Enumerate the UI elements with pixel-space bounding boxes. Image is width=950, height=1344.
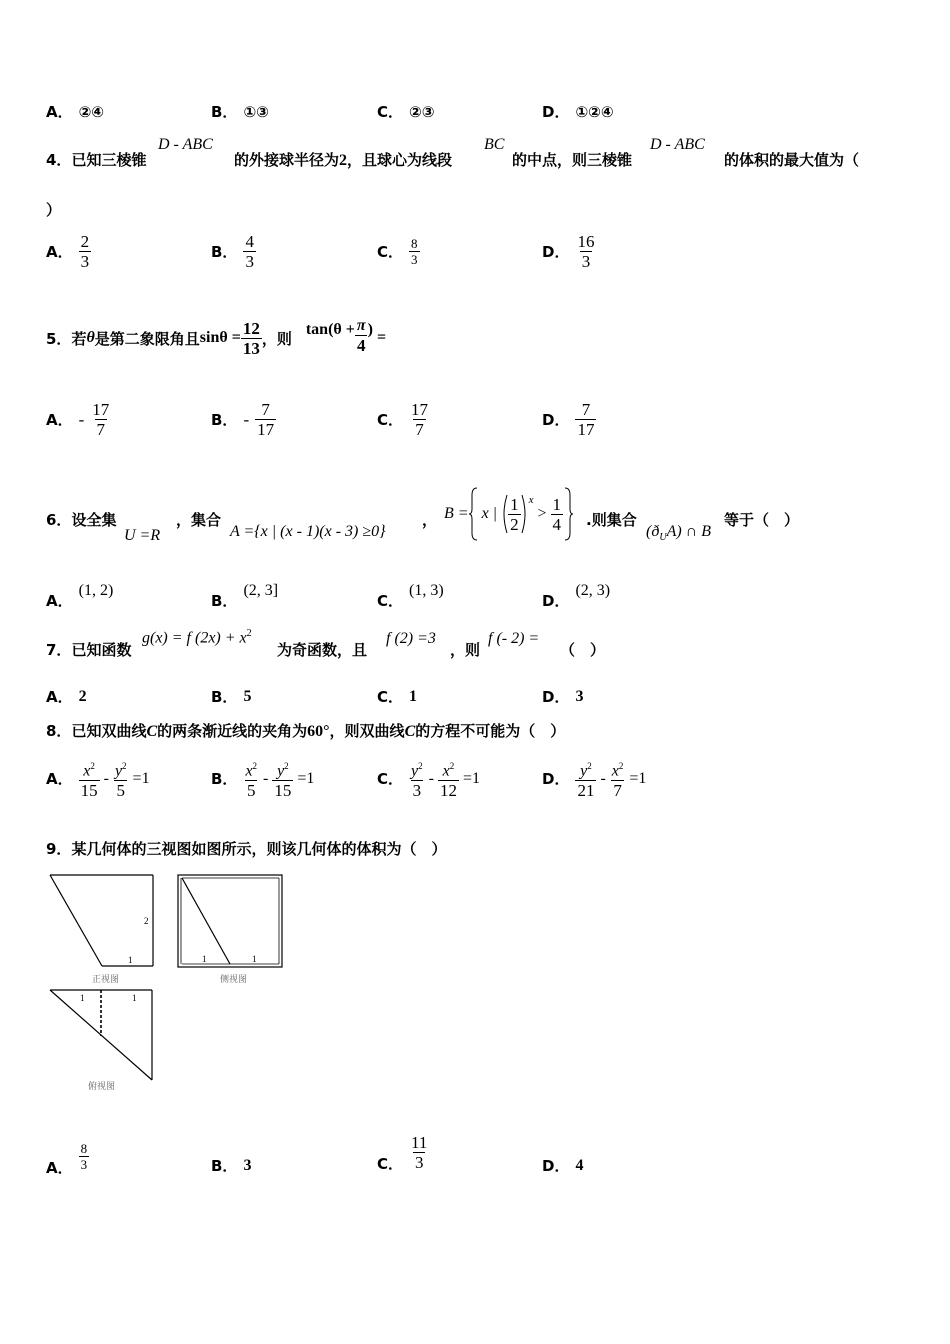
stem-text: 若 — [71, 329, 87, 348]
q6-option-d — [542, 570, 610, 611]
q6-stem-text: 等于（ ） — [724, 511, 800, 529]
theta-symbol: θ — [86, 329, 95, 346]
q4-stem-text — [234, 149, 452, 170]
option-value: 5 — [243, 687, 252, 705]
fraction: $\frac{2}{3}$ — [80, 232, 90, 271]
q4-math-tetrahedron: D - ABC — [650, 136, 705, 153]
q7-function-g: g(x) = f $(2x) + x^2$ — [142, 628, 252, 647]
question-number: 9． — [46, 840, 72, 858]
q7-stem-text: （ ） — [560, 641, 606, 659]
equals-one: =1 — [297, 769, 315, 787]
option-label: C． — [377, 770, 404, 789]
option-label: C． — [377, 103, 404, 121]
question-number: 8． — [46, 722, 72, 740]
quarter-fraction: $\frac{1}{4}$ — [552, 494, 561, 534]
q6-expression: $(ð_UA)$ ∩ B — [646, 523, 711, 544]
q6-stem-text: .则集合 — [586, 511, 637, 529]
front-view — [50, 875, 153, 984]
option-label: B． — [211, 1157, 238, 1175]
q7-f-neg2: f (- 2) = — [488, 630, 540, 647]
q7-option-d — [542, 686, 583, 707]
option-value: 1 — [409, 687, 418, 705]
q9-option-a — [46, 1135, 89, 1178]
dimension-label: 2 — [144, 916, 149, 926]
question-number: 4． — [46, 151, 72, 169]
side-view — [178, 875, 282, 984]
q3-option-d — [542, 101, 614, 122]
stem-text: 的方程不可能为（ ） — [415, 722, 566, 740]
fraction: $\frac{11}{3}$ — [411, 1133, 428, 1172]
fraction: $\frac{4}{3}$ — [245, 232, 254, 271]
right-brace-icon — [563, 487, 573, 541]
fraction: $\frac{y^2}{3}$ — [411, 761, 423, 801]
option-value: (1, 3) — [409, 581, 444, 599]
option-label: D． — [542, 592, 570, 610]
q9-stem — [46, 838, 446, 859]
fraction: $\frac{17}{7}$ — [92, 400, 110, 439]
q4-math-tetrahedron: D - ABC — [158, 136, 213, 153]
q8-option-b — [211, 757, 314, 800]
option-value: 4 — [575, 1156, 584, 1174]
option-value: (2, 3) — [575, 581, 611, 599]
option-label: B． — [211, 243, 238, 261]
fraction: $\frac{16}{3}$ — [577, 232, 595, 271]
option-value: 3 — [243, 1156, 252, 1174]
option-value: (2, 3] — [243, 581, 279, 599]
q5-option-c — [377, 400, 430, 439]
option-label: D． — [542, 411, 570, 429]
exponent: x — [528, 494, 534, 506]
fraction: $\frac{8}{3}$ — [80, 1141, 88, 1172]
option-label: D． — [542, 770, 570, 789]
q6-option-b — [211, 570, 278, 611]
option-value: (1, 2) — [78, 581, 114, 599]
fraction: $\frac{x^2}{15}$ — [80, 761, 98, 801]
minus-sign: - — [243, 409, 250, 429]
q5-option-b — [211, 400, 276, 439]
option-label: C． — [377, 1155, 404, 1173]
question-number: 7． — [46, 641, 72, 659]
q3-option-b — [211, 101, 269, 122]
side-view-caption: 侧视图 — [220, 974, 248, 984]
question-number: 6． — [46, 511, 72, 529]
option-label: A． — [46, 411, 73, 429]
option-label: A． — [46, 103, 73, 121]
q9-option-c — [377, 1131, 429, 1174]
q4-stem-close: ） — [46, 201, 62, 219]
fraction: $\frac{x^2}{5}$ — [245, 761, 258, 801]
option-value: ②④ — [78, 102, 105, 121]
q7-option-c — [377, 686, 417, 707]
option-value: 3 — [575, 687, 584, 705]
q5-stem — [46, 315, 386, 361]
set-b-variable: x | — [481, 505, 498, 522]
left-brace-icon — [469, 487, 479, 541]
option-label: B． — [211, 411, 238, 429]
option-label: C． — [377, 243, 404, 261]
dimension-label: 1 — [80, 993, 85, 1003]
sine-expression: sinθ = — [199, 329, 241, 346]
option-label: D． — [542, 688, 570, 706]
q6-set-b — [444, 486, 573, 542]
curve-symbol: C — [404, 723, 416, 740]
q4-number-and-text — [46, 149, 146, 170]
option-value: 2 — [78, 687, 87, 705]
q5-option-d — [542, 400, 596, 439]
dimension-label: 1 — [252, 954, 257, 964]
q7-number-and-text — [46, 639, 131, 660]
fraction: $\frac{8}{3}$ — [411, 236, 418, 267]
q8-option-c — [377, 757, 480, 800]
option-value: ①③ — [243, 102, 269, 121]
curve-symbol: C — [146, 723, 158, 740]
option-label: A． — [46, 592, 73, 610]
right-paren-icon — [521, 494, 529, 534]
equals-one: =1 — [462, 769, 480, 787]
option-label: B． — [211, 770, 238, 789]
fraction: $\frac{y^2}{21}$ — [577, 761, 595, 801]
top-view — [50, 990, 152, 1091]
fraction: $\frac{x^2}{7}$ — [611, 761, 624, 801]
q5-option-a — [46, 400, 111, 439]
sine-value-fraction: $\frac{12}{13}$ — [242, 318, 260, 358]
stem-text: 设全集 — [71, 511, 117, 529]
stem-text: ，且球心为线段 — [347, 151, 453, 169]
option-label: D． — [542, 103, 570, 121]
q4-stem-text: 的中点，则三棱锥 — [512, 151, 633, 169]
stem-text: 某几何体的三视图如图所示，则该几何体的体积为（ ） — [71, 840, 447, 858]
option-label: B． — [211, 688, 238, 706]
q6-stem-text: ， — [422, 511, 438, 529]
radius-value: 2 — [339, 152, 348, 169]
q4-option-a — [46, 232, 91, 271]
close-paren: ) — [367, 321, 373, 338]
fraction: $\frac{17}{7}$ — [411, 400, 429, 439]
q3-option-c — [377, 101, 434, 122]
front-view-caption: 正视图 — [92, 974, 120, 984]
q7-option-a — [46, 686, 87, 707]
option-label: B． — [211, 103, 238, 121]
equals-one: =1 — [629, 769, 647, 787]
q6-stem-text: ，集合 — [176, 511, 222, 529]
q6-universal-set: U =R — [124, 527, 161, 544]
top-view-caption: 俯视图 — [88, 1081, 116, 1091]
option-label: A． — [46, 1159, 73, 1177]
left-paren-icon — [500, 494, 508, 534]
q7-stem-text: 为奇函数，且 — [277, 641, 368, 659]
pi-over-four-fraction: $\frac{\pi}{4}$ — [356, 316, 366, 355]
half-fraction: $\frac{1}{2}$ — [510, 494, 519, 534]
q4-math-segment: BC — [484, 136, 505, 153]
stem-text: ，则 — [261, 329, 292, 348]
greater-than: > — [537, 505, 547, 522]
option-label: A． — [46, 770, 73, 789]
stem-text: 的两条渐近线的夹角为 — [157, 722, 308, 740]
q7-f2-value: f (2) =3 — [386, 630, 436, 647]
option-value: ②③ — [409, 102, 435, 121]
q6-option-c — [377, 570, 444, 611]
fraction: $\frac{7}{17}$ — [577, 400, 595, 439]
q8-stem — [46, 720, 565, 741]
dimension-label: 1 — [132, 993, 137, 1003]
three-views-figure — [40, 866, 300, 1098]
minus-sign: - — [600, 769, 606, 787]
q9-option-b — [211, 1155, 251, 1176]
q8-option-d — [542, 757, 646, 800]
option-label: D． — [542, 1157, 570, 1175]
q6-set-a: A ={x | (x - 1)(x - 3) ≥0} — [230, 523, 386, 540]
option-label: C． — [377, 592, 404, 610]
fraction: $\frac{y^2}{15}$ — [274, 761, 292, 801]
stem-text: 已知双曲线 — [71, 722, 147, 740]
dimension-label: 1 — [128, 955, 133, 965]
q7-option-b — [211, 686, 251, 707]
minus-sign: - — [263, 769, 269, 787]
minus-sign: - — [78, 409, 85, 429]
fraction: $\frac{y^2}{5}$ — [114, 761, 127, 801]
angle-value: 60° — [307, 723, 330, 740]
equals-sign: = — [376, 329, 387, 346]
q6-option-a — [46, 570, 113, 611]
fraction: $\frac{7}{17}$ — [257, 400, 275, 439]
minus-sign: - — [428, 769, 434, 787]
stem-text: 已知函数 — [71, 641, 132, 659]
stem-text: 已知三棱锥 — [71, 151, 147, 169]
stem-text: ，则双曲线 — [329, 722, 405, 740]
option-label: B． — [211, 592, 238, 610]
stem-text: 是第二象限角且 — [94, 329, 200, 348]
option-value: ①②④ — [575, 102, 614, 121]
question-number: 5． — [46, 329, 72, 348]
q8-option-a — [46, 757, 150, 800]
q7-stem-text: ，则 — [450, 641, 481, 659]
stem-text: 的外接球半径为 — [234, 151, 340, 169]
q4-option-d — [542, 232, 596, 271]
fraction: $\frac{x^2}{12}$ — [439, 761, 457, 801]
q6-number-and-text — [46, 509, 116, 530]
q4-option-c — [377, 236, 420, 267]
equals-one: =1 — [132, 769, 150, 787]
set-b-label: B = — [444, 505, 469, 522]
option-label: A． — [46, 688, 73, 706]
option-label: D． — [542, 243, 570, 261]
option-label: A． — [46, 243, 73, 261]
option-label: C． — [377, 688, 404, 706]
dimension-label: 1 — [202, 954, 207, 964]
tangent-expression: tan(θ + — [305, 321, 355, 338]
option-label: C． — [377, 411, 404, 429]
q4-option-b — [211, 232, 256, 271]
q9-option-d — [542, 1155, 583, 1176]
q4-stem-text: 的体积的最大值为（ — [724, 151, 860, 169]
minus-sign: - — [103, 769, 109, 787]
q3-option-a — [46, 101, 104, 122]
